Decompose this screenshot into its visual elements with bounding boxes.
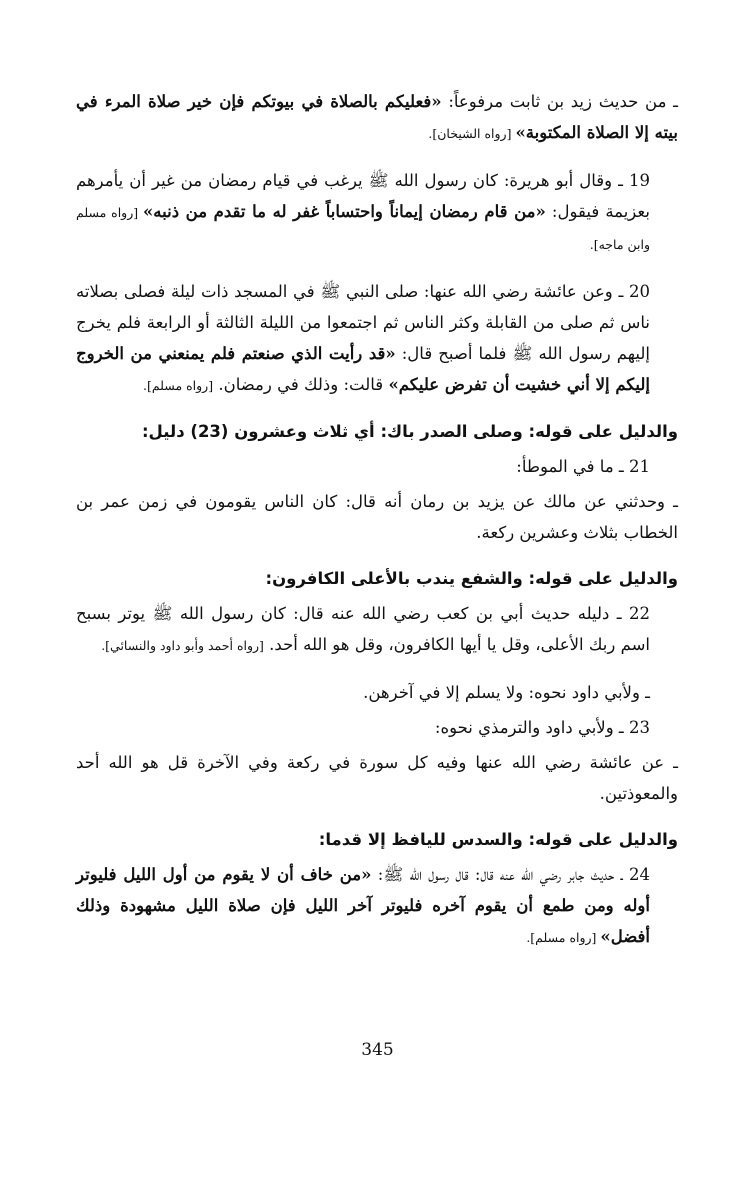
hadith-quote: «من خاف أن لا يقوم من أول الليل فليوتر أوله ومن طمع أن يقوم آخره فليوتر آخر الليل فإن صلاة الليل مشهودة وذلك أفضل» [76,865,650,946]
text-run: ـ ولأبي داود نحوه: ولا يسلم إلا في آخرهن. [363,683,650,702]
paragraph [76,712,678,743]
hadith-quote: «فعليكم بالصلاة في بيوتكم فإن خير صلاة المرء في بيته إلا الصلاة المكتوبة» [76,92,678,142]
text-run: 20 ـ وعن عائشة رضي الله عنها: صلى النبي ﷺ في المسجد ذات ليلة فصلى بصلاته ناس ثم صلى من القابلة وكثر الناس ثم اجتمعوا من الليلة الثالثة أو الرابعة فلم يخرج إليهم رسول الله ﷺ فلما أصبح قال: [76,282,650,363]
paragraph [76,486,678,548]
source-citation: [رواه الشيخان]. [428,126,516,141]
source-citation: [رواه مسلم]. [143,378,214,393]
paragraph [76,598,678,661]
paragraph [76,677,678,708]
paragraph [76,86,678,149]
page-number: 345 [361,1040,394,1060]
text-run: ـ وحدثني عن مالك عن يزيد بن رمان أنه قال: كان الناس يقومون في زمن عمر بن الخطاب بثلاث وعشرين ركعة. [76,492,678,542]
text-run: قالت: وذلك في رمضان. [213,375,389,394]
text-run: 21 ـ ما في الموطأ: [516,457,650,476]
paragraph [76,276,678,401]
text-run: والدليل على قوله: والشفع يندب بالأعلى الكافرون: [265,569,678,588]
section-heading [76,564,678,594]
text-run: والدليل على قوله: وصلى الصدر باك: أي ثلاث وعشرون (23) دليل: [141,422,678,441]
text-run: 24 ـ حديث جابر رضي الله عنه قال: قال رسول الله ﷺ: [371,865,650,884]
paragraph [76,859,678,953]
text-run: 23 ـ ولأبي داود والترمذي نحوه: [434,718,650,737]
hadith-quote: «من قام رمضان إيماناً واحتساباً غفر له ما تقدم من ذنبه» [142,202,546,221]
source-citation: [رواه مسلم وابن ماجه]. [76,205,650,252]
section-heading [76,825,678,855]
paragraph [76,747,678,809]
source-citation: [رواه أحمد وأبو داود والنسائي]. [101,638,264,653]
hadith-quote: «قد رأيت الذي صنعتم فلم يمنعني من الخروج إليكم إلا أني خشيت أن تفرض عليكم» [76,344,650,394]
page-content [76,86,678,969]
paragraph [76,451,678,482]
section-heading [76,417,678,447]
text-run: ـ عن عائشة رضي الله عنها وفيه كل سورة في ركعة وفي الآخرة قل هو الله أحد والمعوذتين. [76,753,678,803]
text-run: والدليل على قوله: والسدس لليافظ إلا قدما: [318,830,678,849]
text-run: 19 ـ وقال أبو هريرة: كان رسول الله ﷺ يرغب في قيام رمضان من غير أن يأمرهم بعزيمة فيقول: [76,171,650,221]
paragraph [76,165,678,260]
text-run: 22 ـ دليله حديث أبي بن كعب رضي الله عنه قال: كان رسول الله ﷺ يوتر بسبح اسم ربك الأعلى، وقل يا أيها الكافرون، وقل هو الله أحد. [76,604,650,654]
source-citation: [رواه مسلم]. [526,930,601,945]
text-run: ـ من حديث زيد بن ثابت مرفوعاً: [441,92,678,111]
